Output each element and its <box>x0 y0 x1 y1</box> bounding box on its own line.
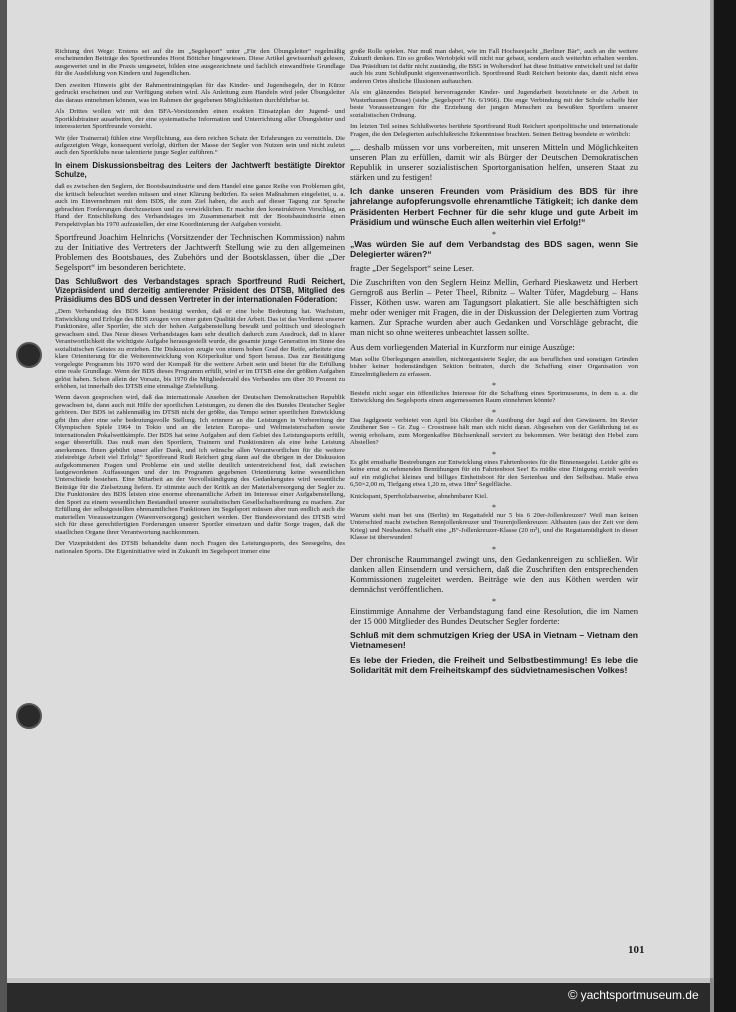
section-heading: Das Schlußwort des Verbandstages sprach Sportfreund Rudi Reichert, Vizepräsident und derzeitig amtierender Präsident des DTSB, Mitglied des Präsidiums des BDS und dessen Vertreter in der internationalen Föderation: <box>55 276 345 305</box>
paragraph: Sportfreund Joachim Helnrichs (Vorsitzender der Technischen Kommission) nahm zu der Initiative des Vertreters der Jachtwerft Stellung wie zu den allgemeinen Problemen des Bootsbaues, des Zubehörs und der Bootsklassen, über die „Der Segelsport“ im besonderen berichtete. <box>55 232 345 273</box>
binder-hole-top <box>16 342 42 368</box>
paragraph: Den zweiten Hinweis gibt der Rahmentrainingsplan für das Kinder- und Jugendsegeln, der in Kürze gedruckt erscheinen und zur Verfügung stehen wird. Als Anleitung zum Handeln wird jeder Übungsleiter das daraus entnehmen können, was im Rahmen der gegebenen Möglichkeiten durchführbar ist. <box>55 81 345 104</box>
paragraph: „... deshalb müssen vor uns vorbereiten, mit unseren Mitteln und Möglichkeiten unseren Plan zu erfüllen, damit wir als Bürger der Deutschen Demokratischen Republik in unserer sozialistischen Sportorganisation helfen, unseren Staat zu stärken und zu festigen! <box>350 141 638 183</box>
paragraph: große Rolle spielen. Nur muß man dabei, wie im Fall Hochseejacht „Berliner Bär“, auch an die weitere Zukunft denken. Ein so großes Wertobjekt will nicht nur gebaut, sondern auch weiterhin erhalten werden. Das Präsidium ist dafür nicht zuständig, die BSG in Woltersdorf hat diese Initiative entwickelt und ist dafür auch bis zum Schlußpunkt eigenverantwortlich. Sportfreund Rudi Reichert betonte das, damit nicht etwa anderen Ortes ähnliche Illusionen auftauchen. <box>350 48 638 85</box>
section-separator: * <box>492 229 496 239</box>
paragraph: „Was würden Sie auf dem Verbandstag des BDS sagen, wenn Sie Delegierter wären?“ <box>350 238 638 259</box>
section-separator: * <box>492 544 496 554</box>
paragraph-gap <box>350 675 638 679</box>
paragraph: Besteht nicht sogar ein öffentliches Interesse für die Schaffung eines Sportmuseums, in dem u. a. die Entwicklung des Segelsports einen angemessenen Raum einnehmen könnte? <box>350 390 638 405</box>
section-separator: * <box>492 503 496 513</box>
watermark <box>568 987 699 1002</box>
section-separator: * <box>492 407 496 417</box>
paragraph: Die Zuschriften von den Seglern Heinz Mellin, Gerhard Pieskawetz und Herbert Gerngroß aus Berlin – Peter Theel, Ribnitz – Walter Tüfer, Magdeburg – Hans Fisser, Köthen usw. waren am Tagungsort plakatiert. Sie alle beschäftigten sich mehr oder weniger mit Fragen, die in der Diskussion der Delegierten zum Vortrag kamen. Zur Sprache wurden aber auch Gedanken und Vorschläge gebracht, die man nicht so ohne weiteres unbeachtet lassen sollte. <box>350 277 638 338</box>
paragraph: Aus dem vorliegenden Material in Kurzform nur einige Auszüge: <box>350 341 575 352</box>
paragraph: Wir (der Trainerrat) fühlen eine Verpflichtung, aus dem reichen Schatz der Erfahrungen zu vermitteln. Die aufgezeigten Wege, konsequent verfolgt, dürften der Masse der Segler von Nutzen sein und nicht zuletzt auch den Sportklubs neue talentierte junge Segler zuführen.“ <box>55 134 345 157</box>
paragraph: Richtung drei Wege: Erstens sei auf die im „Segelsport“ unter „Für den Übungsleiter“ regelmäßig erscheinenden Beiträge des Sportfreundes Horst Böttcher hingewiesen. Diese Artikel gewissenhaft gelesen, ausgewertet und in die Praxis umgesetzt, bilden eine ausgezeichnete und fachlich einwandfreie Grundlage für die Ausbildung von Kindern und Jugendlichen. <box>55 48 345 78</box>
scan-edge-left <box>0 0 7 1012</box>
text-column-left <box>55 48 345 930</box>
paragraph: Als ein glänzendes Beispiel hervorragender Kinder- und Jugendarbeit bezeichnete er die Arbeit in Wusterhausen (Dosse) (siehe „Segelsport“ Nr. 6/1966). Die enge Verbindung mit der Schule schaffe hier beste Voraussetzungen für die Erziehung der jungen Menschen zu bewußten Sportlern unserer sozialistischen Ordnung. <box>350 89 638 119</box>
paragraph: Es gibt ernsthafte Bestrebungen zur Entwicklung eines Fahrtenbootes für die Binnensegelei. Leider gibt es keine ernst zu nehmenden Bemühungen für ein Fahrtenboot See! Es müßte eine Einigung erzielt werden auf ein möglichst kleines und billiges Einheitsboot für den Serienbau und den Selbstbau. Maße etwa 6,50×2,00 m, Tiefgang etwa 1,20 m, etwa 18m² Segelfläche. <box>350 458 638 489</box>
paragraph: Im letzten Teil seines Schlußwortes berührte Sportfreund Rudi Reichert sportpolitische und internationale Fragen, die den Delegierten aufschlußreiche Erkenntnisse brachten. Seinen Beitrag beendete er wörtlich: <box>350 123 638 138</box>
paragraph: Ich danke unseren Freunden vom Präsidium des BDS für ihre jahrelange aufopferungsvolle ehrenamtliche Tätigkeit; ich danke dem Präsidenten Herbert Fechner für die sehr kluge und gute Arbeit im Präsidium und wünsche Euch allen weiterhin viel Erfolg!“ <box>350 186 638 227</box>
paragraph: Warum sieht man bei uns (Berlin) im Regattafeld nur 5 bis 6 20er-Jollenkreuzer? Weil man keinen Unterschied macht zwischen Rennjollenkreuzer und Tourenjollenkreuzer. Altbauten (aus der Zeit vor dem Krieg) und Neubauten. Schafft eine „B“-Jollenkreuzer-Klasse (20 m²), und die Regattamüdigkeit in dieser Klasse ist überwunden! <box>350 512 638 542</box>
paragraph: Schluß mit dem schmutzigen Krieg der USA in Vietnam – Vietnam den Vietnamesen! <box>350 630 638 651</box>
paragraph: Einstimmige Annahme der Verbandstagung fand eine Resolution, die im Namen der 15 000 Mitglieder des Bundes Deutscher Segler forderte: <box>350 606 638 627</box>
text-column-right <box>350 48 638 932</box>
section-separator: * <box>492 381 496 391</box>
page-number: 101 <box>628 944 645 956</box>
paragraph: Wenn davon gesprochen wird, daß das internationale Ansehen der Deutschen Demokratischen Republik gewachsen ist, dann auch mit Hilfe der sportlichen Leistungen, zu denen die des Bundes Deutscher Segler gehören. Der BDS ist zahlenmäßig im DTSB nicht der größte, das Tempo seiner sportlichen Entwicklung gibt ihm aber eine sehr bedeutungsvolle Stellung. Ich erinnere an die Leistungen in Vorbereitung der Olympischen Spiele 1964 in Tokio und an die letzten Europa- und Weltmeisterschaften sowie internationalen Pokalwettkämpfe. Der BDS hat seine Aufgaben auf dem Gebiet des Leistungssports erfüllt, sogar übererfüllt. Das muß man den Sportlern, Trainern und Funktionären als eine hohe Leistung anerkennen. Ihnen gebührt unser aller Dank, und ich wünsche allen Verantwortlichen für die weitere zielstrebige Arbeit viel Erfolg!“ Sportfreund Rudi Reichert ging dann auf die übrigen in der Diskussion aufgekommenen Fragen und Probleme ein und stellte deutlich unterstreichend fest, daß zwischen lautgewordenen Auffassungen und der im Programm gegebenen Orientierung keine wesentlichen Unterschiede bestehen. Eine Mitarbeit an der Vervollständigung des Gedankengutes wird wesentliche Beiträge für die Zielsetzung liefern. Er stimmte auch der Kritik an der Materialversorgung der Segler zu. Die Funktionäre des BDS leisten eine enorme ehrenamtliche Arbeit im Interesse einer Aufgabenstellung, den Sport zu einem wesentlichen Bestandteil unserer sozialistischen Gesellschaftsordnung zu machen. Zur Erfüllung der selbstgestellten ehrenamtlichen Funktionen im Segelsport müssen aber nun endlich auch die materiellen Voraussetzungen (Warenversorgung) gesichert werden. Der Bundesvorstand des DTSB wird sich für diese gerechtfertigten Forderungen unserer Sportler einsetzen und dafür Sorge tragen, daß die staatlichen Organe ihrer Verantwortung nachkommen. <box>55 394 345 536</box>
paragraph: Das Jagdgesetz verbietet von April bis Oktober die Ausübung der Jagd auf den Gewässern. Im Revier Zeuthener See – Gr. Zug – Crossinsee hält man sich nicht daran. Abgesehen von der Gefährdung ist es wenig erholsam, zum Morgenkaffee Büchsenknall serviert zu bekommen. Wer betätigt den Hebel zum Abstellen? <box>350 416 638 447</box>
paragraph: Knickspant, Sperrholzbauweise, abnehmbarer Kiel. <box>350 492 488 500</box>
binder-hole-bottom <box>16 703 42 729</box>
paragraph-gap <box>55 555 345 559</box>
scan-edge-right <box>710 0 736 1012</box>
paragraph: Der Vizepräsident des DTSB behandelte dann noch Fragen des Leistungssports, des Seesegelns, des nationalen Sports. Die Eigeninitiative wird in Zukunft im Segelsport immer eine <box>55 540 345 555</box>
watermark-text: yachtsportmuseum.de <box>580 987 699 1002</box>
paragraph: Als Drittes wollen wir mit den BFA-Vorsitzenden einen exakten Einsatzplan der Jugend- und Sportklubtrainer ausarbeiten, der eine systematische Information und Unterrichtung aller Übungsleiter und interessierten Sportfreunde vorsieht. <box>55 108 345 131</box>
paragraph: Der chronische Raummangel zwingt uns, den Gedankenreigen zu schließen. Wir danken allen Einsendern und versichern, daß die Zuschriften den entsprechenden Kommissionen zugeleitet werden. Beiträge wie den aus Köthen werden wir demnächst veröffentlichen. <box>350 553 638 595</box>
section-heading: In einem Diskussionsbeitrag des Leiters der Jachtwerft bestätigte Direktor Schulze, <box>55 160 345 180</box>
section-separator: * <box>492 449 496 459</box>
copyright-icon: © <box>568 987 578 1002</box>
paragraph: daß es zwischen den Seglern, der Bootsbauindustrie und dem Handel eine ganze Reihe von Problemen gibt, die kritisch beleuchtet werden müssen und einer Klärung bedürfen. Es seien Maßnahmen eingeleitet, u. a. auch im Einvernehmen mit dem BDS, die zum Ziel haben, die auch auf dieser Tagung zur Sprache gebrachten Forderungen durchzusetzen und zu verwirklichen. Er machte den konstruktiven Vorschlag, an Hand der Entschließung des Verbandstages im Zusammenarbeit mit der Bootsbauindustrie einen Perspektivplan bis 1970 aufzustellen, der eine Koordinierung der Aufgaben vorsieht. <box>55 183 345 228</box>
paragraph: fragte „Der Segelsport“ seine Leser. <box>350 262 474 273</box>
section-separator: * <box>492 597 496 607</box>
paragraph: „Dem Verbandstag des BDS kann bestätigt werden, daß er eine hohe Bedeutung hat. Wachstum, Entwicklung und Erfolge des BDS zeugen von einer guten Qualität der Arbeit. Das ist das Verdienst unserer Funktionäre, aller Sportler, die sich der hohen Aufgabenstellung bewußt und politisch und ideologisch gewachsen sind. Das Neue dieses Verbandstages kam sehr deutlich dadurch zum Ausdruck, daß in klarer Verantwortlichkeit die wichtigste Aufgabe herausgestellt wurde, die gesamte junge Generation im Sinne des sozialistischen Geistes zu erziehen. Die Diskussion zeugte von einem hohen Grad der Reife, arbeitete eine klare Orientierung für die Weiterentwicklung von Körperkultur und Sport heraus. Das zur Bestätigung vorgelegte Programm bis 1970 wird der Kompaß für die weitere Arbeit sein und bietet für die Erfüllung eine reale Grundlage. Wenn der BDS dieses Programm erfüllt, wird er im DTSB eine der größten Aufgaben gelöst haben. Schon allein der Vorsatz, bis 1970 die Mitgliederzahl des Verbandes um über 30 Prozent zu erhöhen, ist innerhalb des DTSB eine einmalige Zielstellung. <box>55 308 345 390</box>
paragraph: Man sollte Überlegungen anstellen, nichtorganisierte Segler, die aus beruflichen und sonstigen Gründen bisher keiner bodenständigen Sektion beitraten, durch die Schaffung einer Organisation von Einzelmitgliedern zu erfassen. <box>350 355 638 378</box>
paragraph: Es lebe der Frieden, die Freiheit und Selbstbestimmung! Es lebe die Solidarität mit dem Freiheitskampf des südvietnamesischen Volkes! <box>350 654 638 675</box>
